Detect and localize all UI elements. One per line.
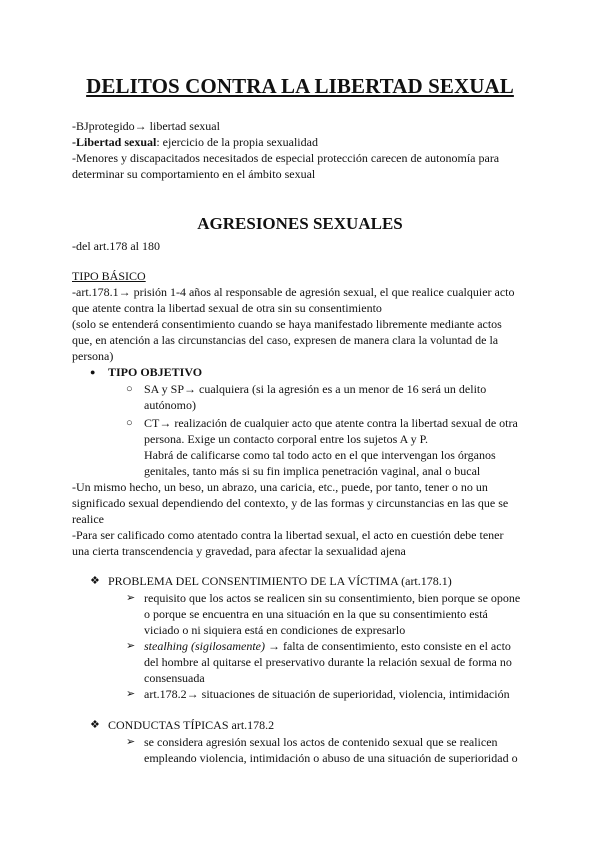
- note-line: realice: [72, 512, 104, 526]
- arrow-bullet-icon: ➢: [126, 592, 136, 604]
- note-line: significado sexual dependiendo del contexto, y de las formas y circunstancias en las que se: [72, 496, 509, 510]
- tipo-objetivo-conducta-cont: persona. Exige un contacto corporal entre los sujetos A y P.: [144, 432, 428, 446]
- circle-bullet-icon: ○: [126, 383, 133, 395]
- tipo-objetivo-conducta-cont: genitales, tanto más si su fin implica penetración vaginal, anal o bucal: [144, 464, 481, 478]
- tipo-objetivo-sujetos: SA y SP→ cualquiera (si la agresión es a un menor de 16 será un delito: [144, 382, 487, 396]
- section-heading: AGRESIONES SEXUALES: [197, 214, 403, 233]
- problema-heading: PROBLEMA DEL CONSENTIMIENTO DE LA VÍCTIMA (art.178.1): [108, 574, 452, 588]
- note-line: -Para ser calificado como atentado contra la libertad sexual, el acto en cuestión debe tener: [72, 528, 504, 542]
- arrow-bullet-icon: ➢: [126, 640, 136, 652]
- stealthing-line: [144, 638, 511, 654]
- circle-bullet-icon: ○: [126, 417, 133, 429]
- intro-line-menores-cont: determinar su comportamiento en el ámbito sexual: [72, 167, 316, 181]
- tipo-basico-line: (solo se entenderá consentimiento cuando se haya manifestado libremente mediante actos: [72, 317, 502, 331]
- intro-line-libertad: [72, 134, 318, 150]
- conductas-heading: CONDUCTAS TÍPICAS art.178.2: [108, 718, 275, 732]
- arrow-bullet-icon: ➢: [126, 688, 136, 700]
- tipo-objetivo-heading: TIPO OBJETIVO: [108, 365, 203, 379]
- note-line: una cierta transcendencia y gravedad, para afectar la sexualidad ajena: [72, 544, 406, 558]
- tipo-objetivo-conducta-cont: Habrá de calificarse como tal todo acto en el que intervengan los órganos: [144, 448, 496, 462]
- tipo-basico-line: -art.178.1→ prisión 1-4 años al responsable de agresión sexual, el que realice cualquier acto: [72, 285, 515, 299]
- bullet-icon: ●: [90, 367, 96, 377]
- stealthing-definition: → falta de consentimiento, esto consiste en el acto: [264, 639, 511, 653]
- tipo-basico-heading: TIPO BÁSICO: [72, 269, 146, 283]
- conductas-item-line: empleando violencia, intimidación o abuso de una situación de superioridad o: [144, 751, 518, 765]
- note-line: -Un mismo hecho, un beso, un abrazo, una caricia, etc., puede, por tanto, tener o no un: [72, 480, 488, 494]
- diamond-bullet-icon: ❖: [90, 575, 100, 587]
- intro-line-bj: -BJprotegido→ libertad sexual: [72, 119, 220, 133]
- section-range: -del art.178 al 180: [72, 239, 160, 253]
- document-title: DELITOS CONTRA LA LIBERTAD SEXUAL: [86, 74, 514, 98]
- tipo-basico-line: persona): [72, 349, 114, 363]
- conductas-item-line: se considera agresión sexual los actos de contenido sexual que se realicen: [144, 735, 498, 749]
- intro-libertad-term: -Libertad sexual: [72, 135, 157, 149]
- problema-item-line: o porque se encuentra en una situación en la que su consentimiento está: [144, 607, 488, 621]
- tipo-basico-line: que atente contra la libertad sexual de otra sin su consentimiento: [72, 301, 382, 315]
- problema-item-line: viciado o ni siquiera está en condiciones de expresarlo: [144, 623, 406, 637]
- problema-item-line: requisito que los actos se realicen sin su consentimiento, bien porque se opone: [144, 591, 521, 605]
- intro-line-menores: -Menores y discapacitados necesitados de especial protección carecen de autonomía para: [72, 151, 500, 165]
- tipo-objetivo-sujetos-cont: autónomo): [144, 398, 196, 412]
- tipo-basico-line: que, en atención a las circunstancias del caso, expresen de manera clara la voluntad de la: [72, 333, 499, 347]
- problema-art-178-2: art.178.2→ situaciones de situación de superioridad, violencia, intimidación: [144, 687, 510, 701]
- intro-libertad-definition: : ejercicio de la propia sexualidad: [156, 135, 318, 149]
- stealthing-line-cont: consensuada: [144, 671, 205, 685]
- stealthing-line-cont: del hombre al quitarse el preservativo durante la relación sexual de forma no: [144, 655, 512, 669]
- diamond-bullet-icon: ❖: [90, 719, 100, 731]
- stealthing-term: stealhing (sigilosamente): [144, 639, 265, 653]
- arrow-bullet-icon: ➢: [126, 736, 136, 748]
- tipo-objetivo-conducta: CT→ realización de cualquier acto que atente contra la libertad sexual de otra: [144, 416, 518, 430]
